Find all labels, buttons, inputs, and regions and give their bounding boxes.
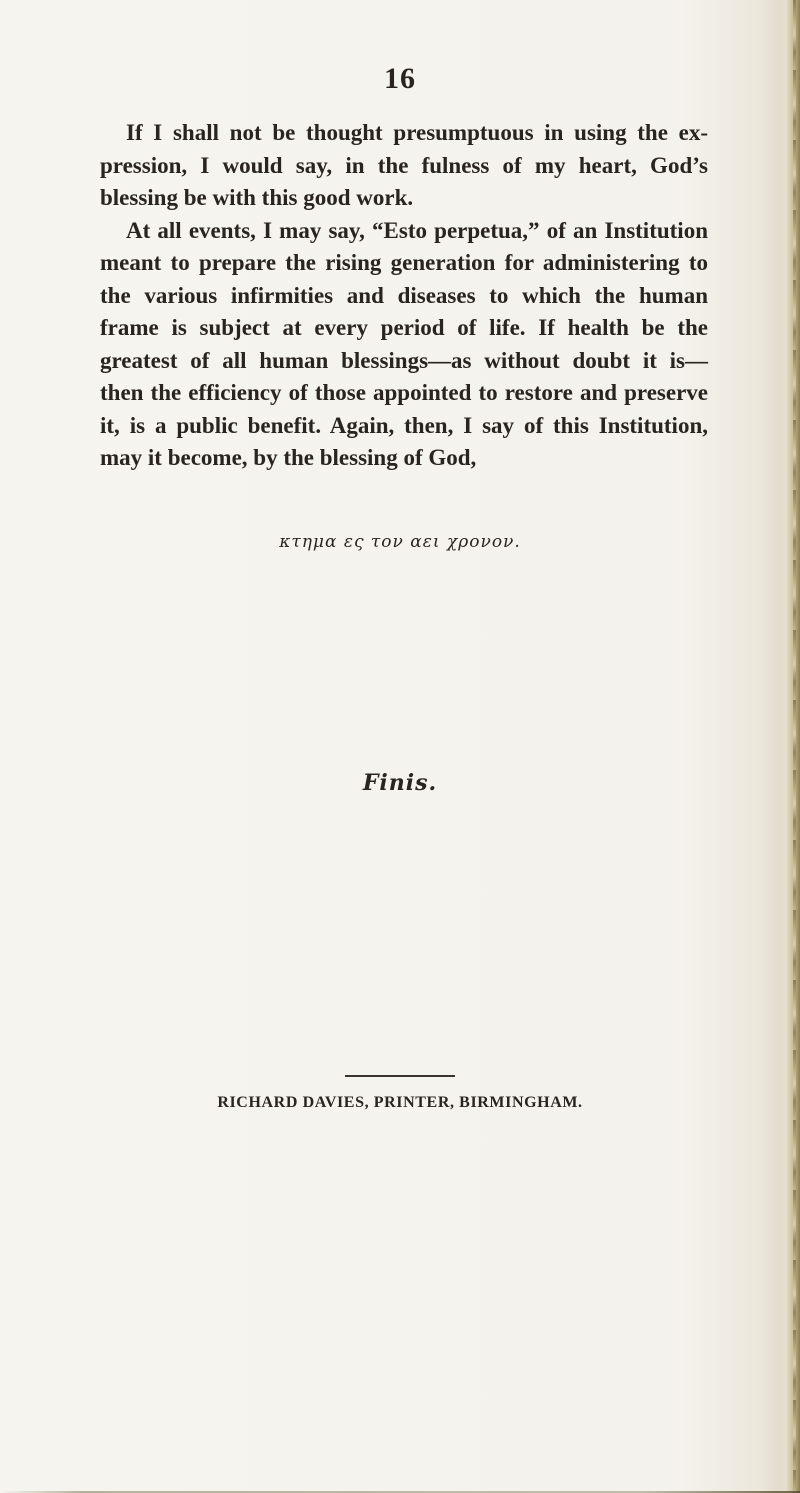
page-number: 16 xyxy=(384,62,416,95)
text-line: At all events, I may say, “Esto perpetua,” of an Institution xyxy=(126,217,708,243)
text-line: the various infirmities and diseases to which the human xyxy=(100,282,708,308)
printer-colophon: RICHARD DAVIES, PRINTER, BIRMINGHAM. xyxy=(217,1094,583,1111)
text-line: blessing be with this good work. xyxy=(100,185,414,210)
text-line: it, is a public benefit. Again, then, I say of this Institution, xyxy=(100,412,708,438)
text-line: may it become, by the blessing of God, xyxy=(100,445,477,470)
text-line: frame is subject at every period of life. If health be the xyxy=(100,315,708,340)
text-line: greatest of all human blessings—as without doubt it is— xyxy=(100,347,708,373)
page-edge-shadow xyxy=(778,0,800,1493)
finis-mark: Finis. xyxy=(362,770,438,796)
text-line: If I shall not be thought presumptuous in using the ex- xyxy=(126,120,708,145)
text-line: meant to prepare the rising generation for administering to xyxy=(100,250,708,275)
text-line: pression, I would say, in the fulness of my heart, God’s xyxy=(100,152,708,178)
text-line: then the efficiency of those appointed to restore and preserve xyxy=(100,380,708,405)
greek-quotation: κτημα ες τον αει χρονον. xyxy=(279,532,521,552)
colophon-divider xyxy=(345,1075,455,1077)
body-paragraphs xyxy=(100,117,708,475)
